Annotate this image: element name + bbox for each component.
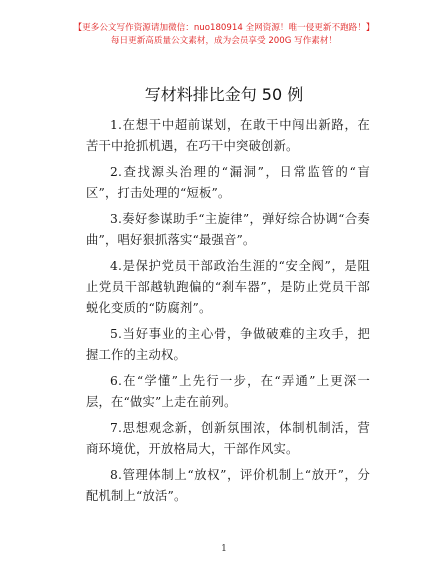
page-number: 1: [221, 544, 227, 554]
list-item: 5.当好事业的主心骨，争做破难的主攻手，把握工作的主动权。: [86, 327, 370, 362]
list-item: 1.在想干中超前谋划，在敢干中闯出新路，在苦干中抢抓机遇，在巧干中突破创新。: [86, 118, 370, 153]
list-item: 8.管理体制上“放权”，评价机制上“放开”，分配机制上“放活”。: [86, 468, 370, 503]
list-item: 2.查找源头治理的“漏洞”，日常监管的“盲区”，打击处理的“短板”。: [86, 165, 370, 200]
document-title: 写材料排比金句 50 例: [144, 85, 304, 104]
banner-line-1: 【更多公文写作资源请加微信：nuo180914 全网资源！唯一侵更新不跑路！】: [73, 23, 375, 33]
sentence-list: [86, 115, 370, 512]
list-item: 7.思想观念新，创新氛围浓，体制机制活，营商环境优，开放格局大，干部作风实。: [86, 421, 370, 456]
list-item: 6.在“学懂”上先行一步，在“弄通”上更深一层，在“做实”上走在前列。: [86, 374, 370, 409]
list-item: 4.是保护党员干部政治生涯的“安全阀”，是阻止党员干部越轨跑偏的“刹车器”，是防止党员干部蜕化变质的“防腐剂”。: [86, 259, 370, 315]
list-item: 3.奏好参谋助手“主旋律”，弹好综合协调“合奏曲”，唱好狠抓落实“最强音”。: [86, 212, 370, 247]
promo-banner: [0, 22, 448, 48]
banner-line-2: 每日更新高质量公文素材，成为会员享受 200G 写作素材！: [110, 36, 338, 46]
